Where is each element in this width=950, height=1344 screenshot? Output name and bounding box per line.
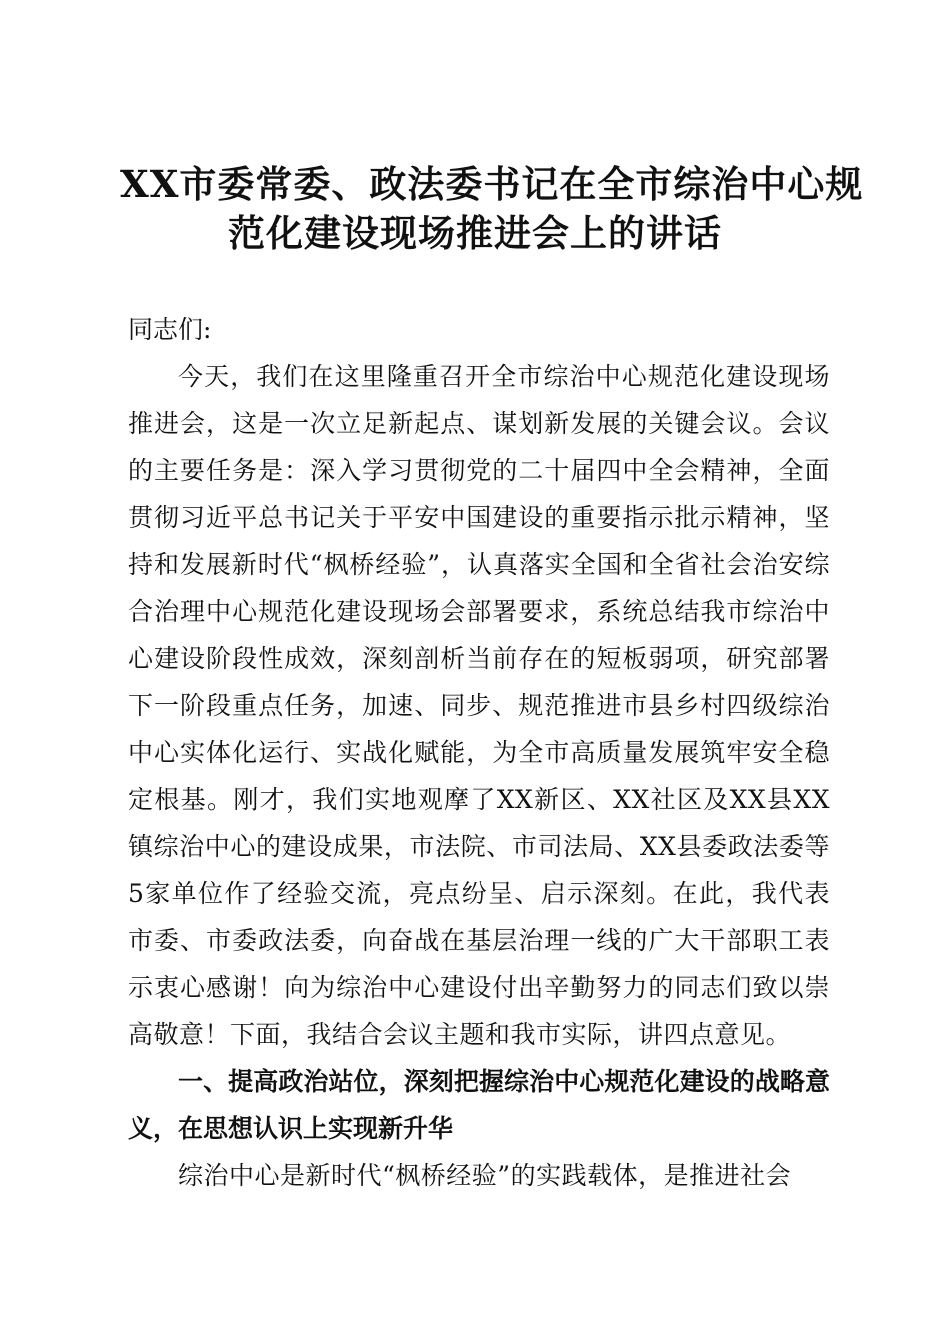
salutation: 同志们: (128, 315, 212, 344)
section-1-paragraph: 综治中心是新时代“枫桥经验”的实践载体，是推进社会 (178, 1161, 792, 1190)
title-line-2: 范化建设现场推进会上的讲话 (228, 211, 722, 255)
section-heading-1: 一、提高政治站位，深刻把握综治中心规范化建设的战略意义，在思想认识上实现新升华 (128, 1067, 830, 1143)
opening-paragraph: 今天，我们在这里隆重召开全市综治中心规范化建设现场推进会，这是一次立足新起点、谋划新发展的关键会议。会议的主要任务是：深入学习贯彻党的二十届四中全会精神，全面贯彻习近平总书记关于平安中国建设的重要指示批示精神，坚持和发展新时代“枫桥经验”，认真落实全国和全省社会治安综合治理中心规范化建设现场会部署要求，系统总结我市综治中心建设阶段性成效，深刻剖析当前存在的短板弱项，研究部署下一阶段重点任务，加速、同步、规范推进市县乡村四级综治中心实体化运行、实战化赋能，为全市高质量发展筑牢安全稳定根基。刚才，我们实地观摩了XX新区、XX社区及XX县XX镇综治中心的建设成果，市法院、市司法局、XX县委政法委等5家单位作了经验交流，亮点纷呈、启示深刻。在此，我代表市委、市委政法委，向奋战在基层治理一线的广大干部职工表示衷心感谢！向为综治中心建设付出辛勤努力的同志们致以崇高敬意！下面，我结合会议主题和我市实际，讲四点意见。 (128, 362, 830, 1049)
document-body (128, 306, 830, 1199)
document-title (120, 160, 864, 258)
title-line-1: XX市委常委、政法委书记在全市综治中心规 (120, 162, 864, 206)
